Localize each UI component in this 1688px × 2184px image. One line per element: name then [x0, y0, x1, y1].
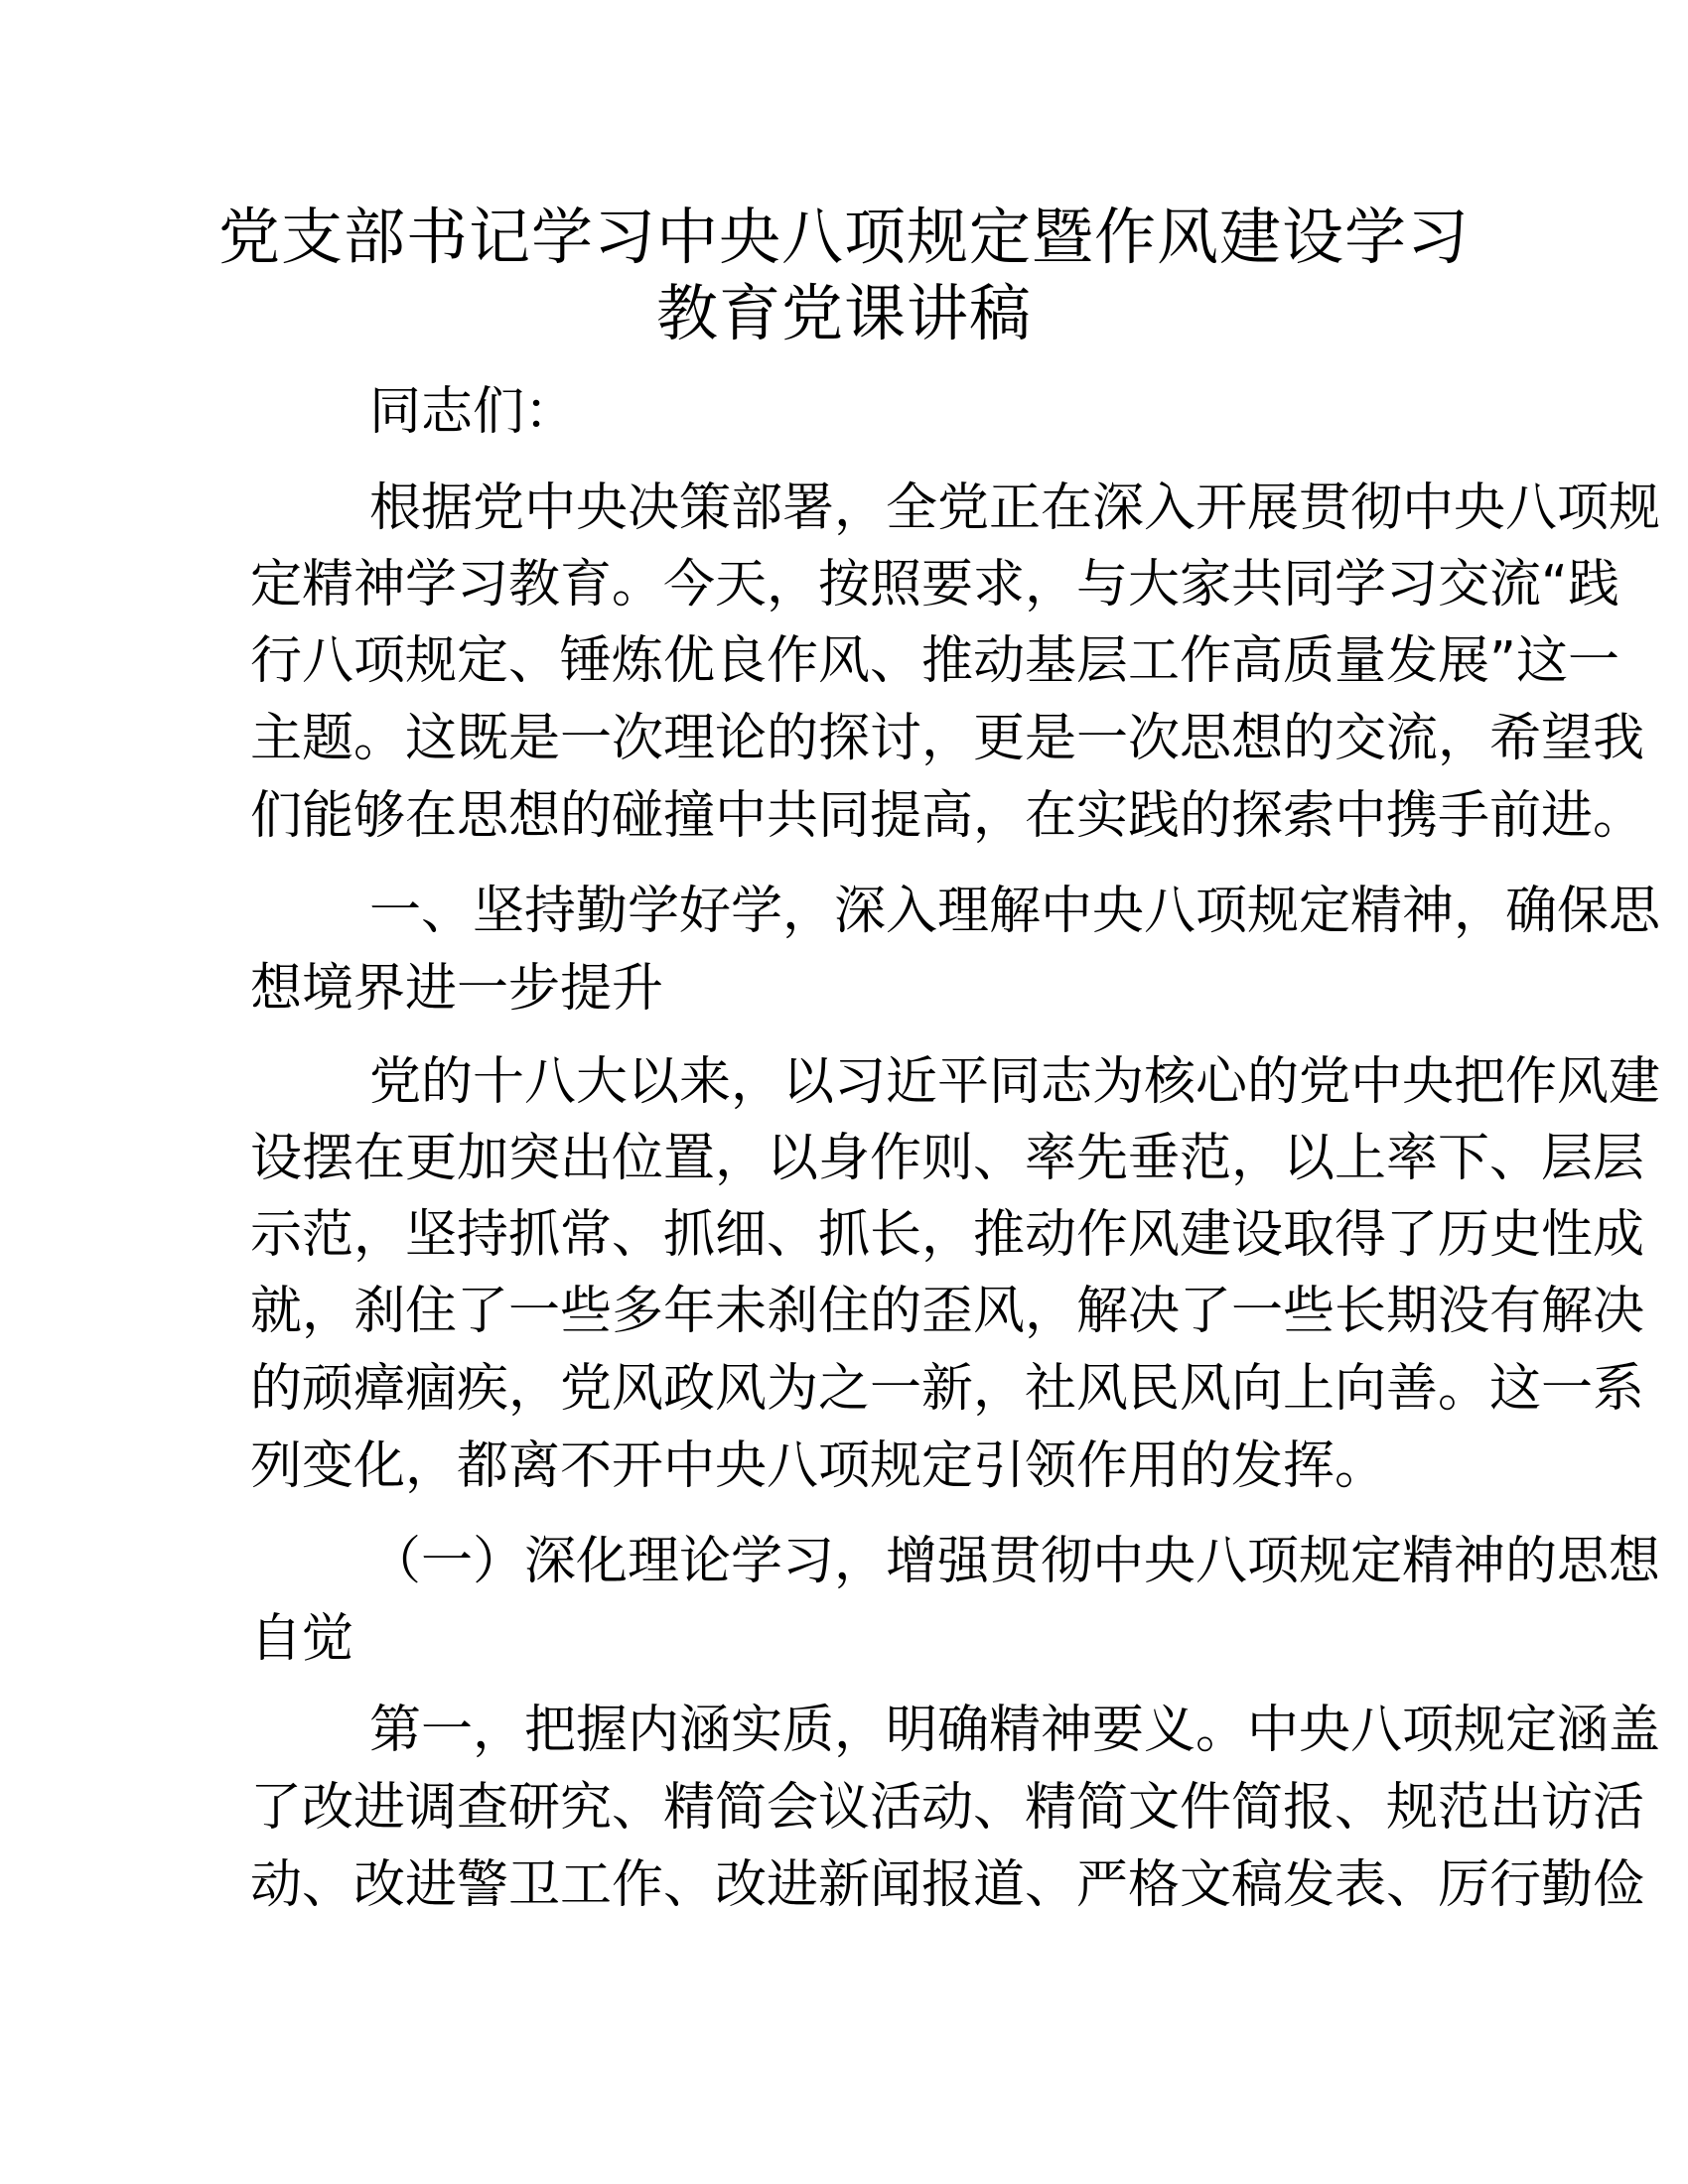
- section-heading-1-line-1: 一、坚持勤学好学，深入理解中央八项规定精神，确保思: [369, 882, 1661, 941]
- body-2-line-3: 动、改进警卫工作、改进新闻报道、严格文稿发表、厉行勤俭: [250, 1855, 1645, 1915]
- intro-line-3: 行八项规定、锤炼优良作风、推动基层工作高质量发展”这一: [250, 631, 1619, 691]
- section-heading-1-line-2: 想境界进一步提升: [250, 959, 664, 1019]
- body-1-line-2: 设摆在更加突出位置，以身作则、率先垂范，以上率下、层层: [250, 1129, 1645, 1188]
- intro-line-4: 主题。这既是一次理论的探讨，更是一次思想的交流，希望我: [250, 709, 1645, 768]
- body-1-line-3: 示范，坚持抓常、抓细、抓长，推动作风建设取得了历史性成: [250, 1205, 1645, 1265]
- body-2-line-2: 了改进调查研究、精简会议活动、精简文件简报、规范出访活: [250, 1778, 1645, 1838]
- document-title: [199, 199, 1489, 351]
- subheading-1-1-line-2: 自觉: [250, 1609, 354, 1669]
- body-1-line-4: 就，刹住了一些多年未刹住的歪风，解决了一些长期没有解决: [250, 1282, 1645, 1341]
- intro-line-5: 们能够在思想的碰撞中共同提高，在实践的探索中携手前进。: [250, 786, 1645, 846]
- body-2-line-1: 第一，把握内涵实质，明确精神要义。中央八项规定涵盖: [369, 1701, 1661, 1760]
- intro-line-1: 根据党中央决策部署，全党正在深入开展贯彻中央八项规: [369, 478, 1661, 538]
- body-1-line-1: 党的十八大以来，以习近平同志为核心的党中央把作风建: [369, 1052, 1661, 1112]
- salutation: 同志们：: [369, 382, 577, 442]
- body-1-line-6: 列变化，都离不开中央八项规定引领作用的发挥。: [250, 1436, 1387, 1496]
- subheading-1-1-line-1: （一）深化理论学习，增强贯彻中央八项规定精神的思想: [369, 1532, 1661, 1591]
- title-line-1: 党支部书记学习中央八项规定暨作风建设学习: [217, 201, 1470, 273]
- intro-line-2: 定精神学习教育。今天，按照要求，与大家共同学习交流“践: [250, 555, 1619, 614]
- title-line-2: 教育党课讲稿: [655, 277, 1032, 349]
- body-1-line-5: 的顽瘴痼疾，党风政风为之一新，社风民风向上向善。这一系: [250, 1359, 1645, 1419]
